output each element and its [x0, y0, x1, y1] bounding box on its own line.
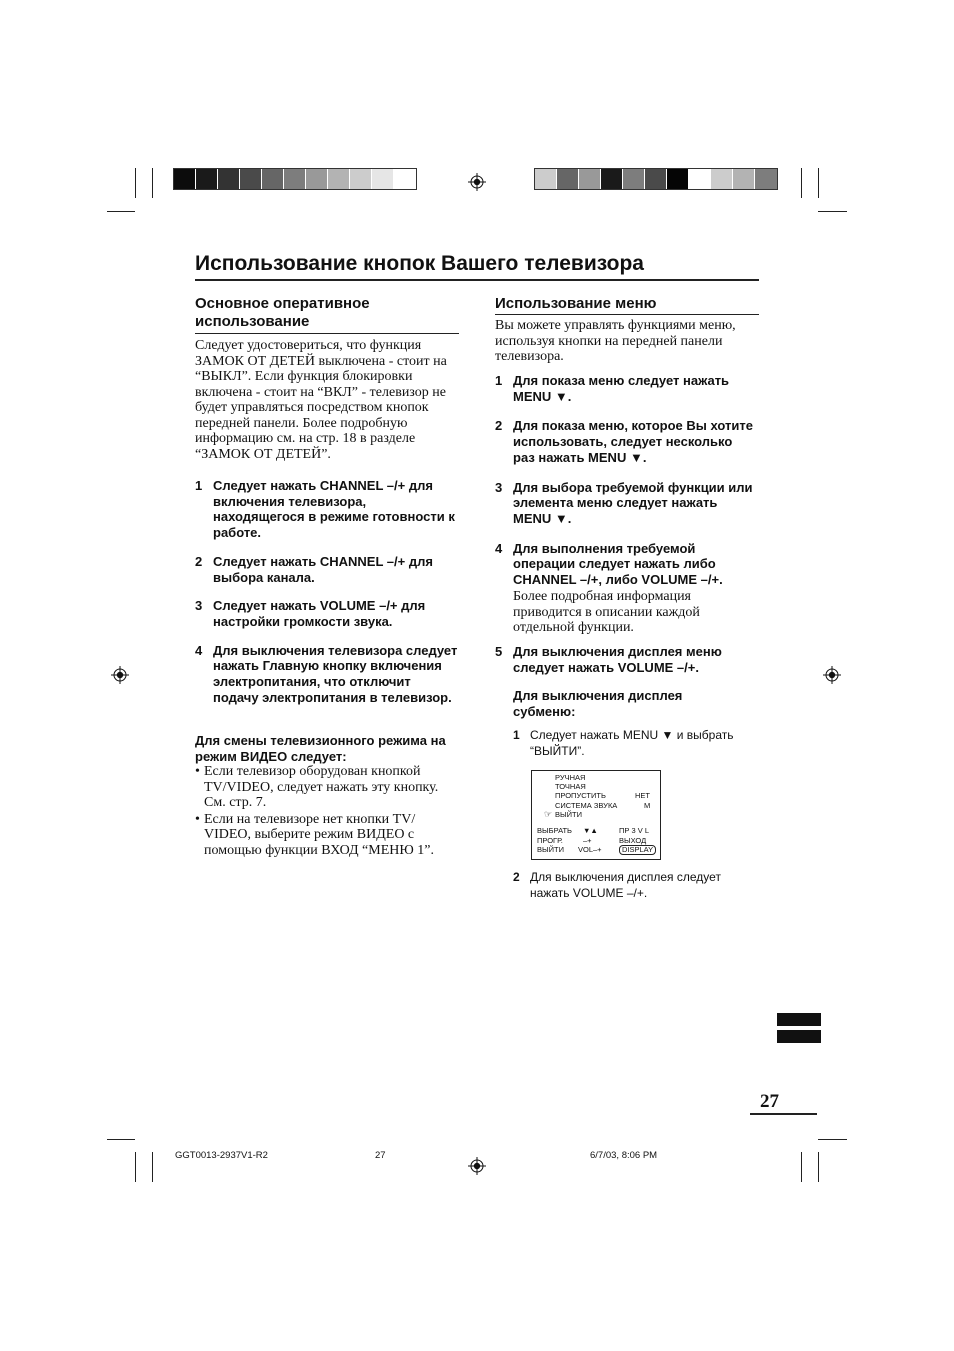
osd-value: M: [644, 801, 651, 810]
crop-mark: [818, 168, 819, 198]
crop-mark: [801, 1152, 802, 1182]
calibration-swatch: [733, 169, 755, 189]
osd-value: НЕТ: [635, 791, 650, 800]
osd-guide: ВЫХОД: [619, 836, 647, 845]
step4-note: Более подробная информация приводится в описании каждой отдельной функции.: [513, 589, 700, 635]
step-text: Для выбора требуемой функции или элемента меню следует нажать MENU ▼.: [513, 479, 753, 526]
language-tab: [777, 1030, 821, 1043]
calibration-swatch: [557, 169, 579, 189]
left-step: [195, 554, 459, 585]
page-number-rule: [750, 1113, 817, 1115]
step-text: Для показа меню, которое Вы хотите использовать, следует несколько раз нажать MENU ▼.: [513, 418, 753, 465]
right-intro: Вы можете управлять функциями меню, используя кнопки на передней панели телевизора.: [495, 318, 736, 364]
calibration-swatch: [394, 169, 416, 189]
calibration-swatch: [601, 169, 623, 189]
step-text: Для показа меню следует нажать MENU ▼.: [513, 373, 730, 404]
calibration-swatch: [667, 169, 689, 189]
calibration-swatch: [240, 169, 262, 189]
step-number: 1: [195, 478, 203, 493]
step-text: Следует нажать CHANNEL –/+ для включения телевизора, находящегося в режиме готовности к работе.: [213, 478, 455, 541]
registration-mark-icon: [468, 1157, 486, 1175]
footer-page: 27: [375, 1150, 386, 1161]
left-step: [195, 598, 459, 629]
osd-guide: ВЫБРАТЬ: [537, 826, 572, 835]
calibration-swatch: [218, 169, 240, 189]
step-text: Следует нажать CHANNEL –/+ для выбора канала.: [213, 553, 433, 585]
calibration-swatch: [645, 169, 667, 189]
calibration-swatch: [755, 169, 777, 189]
calibration-swatch: [372, 169, 394, 189]
calibration-swatch: [350, 169, 372, 189]
submenu-heading: Для выключения дисплея субменю:: [513, 688, 683, 719]
calibration-swatch: [689, 169, 711, 189]
step-number: 4: [195, 642, 203, 658]
page-title: Использование кнопок Вашего телевизора: [195, 252, 644, 275]
calibration-swatch: [306, 169, 328, 189]
registration-mark-icon: [468, 173, 486, 191]
step-text: Следует нажать MENU ▼ и выбрать “ВЫЙТИ”.: [530, 728, 734, 758]
left-heading-rule: [195, 333, 459, 334]
crop-mark: [107, 1139, 135, 1140]
step-number: 2: [513, 870, 520, 884]
osd-screen: [531, 770, 661, 860]
osd-item: ТОЧНАЯ: [555, 782, 586, 791]
crop-mark: [135, 1152, 136, 1182]
left-calibration-bar: [173, 168, 417, 190]
right-heading: Использование меню: [495, 295, 657, 312]
osd-item: СИСТЕМА ЗВУКА: [555, 801, 618, 810]
right-steps: [495, 373, 757, 588]
right-step: [495, 373, 757, 404]
calibration-swatch: [196, 169, 218, 189]
left-heading: Основное оперативное использование: [195, 295, 370, 330]
step-number: 3: [195, 598, 203, 614]
video-heading: Для смены телевизионного режима на режим ВИДЕО следует:: [195, 733, 446, 764]
crop-mark: [818, 1139, 847, 1140]
crop-mark: [135, 168, 136, 198]
step-number: 2: [195, 553, 203, 569]
step-text: Для выключения телевизора следует нажать Главную кнопку включения электропитания, что отключит подачу электропитания в телевизор.: [213, 642, 458, 705]
right-heading-rule: [495, 314, 759, 315]
calibration-swatch: [535, 169, 557, 189]
step-number: 1: [513, 728, 520, 742]
title-rule: [195, 279, 759, 281]
step-number: 3: [495, 479, 503, 495]
crop-mark: [818, 1152, 819, 1182]
osd-guide: ▼▲: [583, 826, 598, 835]
crop-mark: [152, 1152, 153, 1182]
right-calibration-bar: [534, 168, 778, 190]
footer-code: GGT0013-2937V1-R2: [175, 1150, 268, 1161]
calibration-swatch: [284, 169, 306, 189]
osd-item: ВЫЙТИ: [555, 810, 583, 819]
crop-mark: [818, 211, 847, 212]
crop-mark: [107, 211, 135, 212]
osd-guide: ВЫЙТИ: [537, 845, 565, 854]
calibration-swatch: [174, 169, 196, 189]
right-step: [495, 418, 757, 465]
crop-mark: [801, 168, 802, 198]
calibration-swatch: [262, 169, 284, 189]
right-step: [495, 480, 757, 527]
calibration-swatch: [328, 169, 350, 189]
bullet-item: • Если на телевизоре нет кнопки TV/ VIDEO, выберите режим ВИДЕО с помощью функции ВХОД “МЕНЮ 1”.: [195, 812, 457, 859]
sub-step-1: [513, 728, 753, 759]
calibration-swatch: [579, 169, 601, 189]
bullet-item: • Если телевизор оборудован кнопкой TV/VIDEO, следует нажать эту кнопку. См. стр. 7.: [195, 764, 457, 811]
left-step: [195, 478, 459, 541]
osd-guide: VOL–+: [578, 845, 602, 854]
footer-date: 6/7/03, 8:06 PM: [590, 1150, 658, 1161]
osd-cursor-icon: ☞: [544, 809, 553, 819]
page-number: 27: [760, 1091, 779, 1112]
left-intro: Следует удостовериться, что функция ЗАМОК ОТ ДЕТЕЙ выключена - стоит на “ВЫКЛ”. Если функция блокировки включена - стоит на “ВКЛ” - телевизор не будет управляться посредством кнопок передней панели. Более подробную информацию см. на стр. 18 в разделе “ЗАМОК ОТ ДЕТЕЙ”.: [195, 338, 447, 462]
crop-mark: [152, 168, 153, 198]
osd-item: РУЧНАЯ: [555, 773, 586, 782]
osd-item: ПРОПУСТИТЬ: [555, 791, 606, 800]
sub-step-2: [513, 870, 753, 901]
osd-guide: ПРОГР.: [537, 836, 563, 845]
bullet-text: Если на телевизоре нет кнопки TV/ VIDEO, выберите режим ВИДЕО с помощью функции ВХОД “МЕНЮ 1”.: [204, 811, 434, 858]
step-number: 4: [495, 540, 503, 556]
right-step-5: [495, 644, 757, 675]
left-steps: [195, 478, 459, 705]
bullet-text: Если телевизор оборудован кнопкой TV/VIDEO, следует нажать эту кнопку. См. стр. 7.: [204, 764, 439, 810]
video-bullets: [195, 764, 457, 858]
calibration-swatch: [623, 169, 645, 189]
osd-guide: ПР 3 V L: [619, 826, 649, 835]
registration-mark-icon: [823, 666, 841, 684]
calibration-swatch: [711, 169, 733, 189]
osd-display-label: DISPLAY: [619, 845, 656, 855]
step-number: 2: [495, 418, 503, 434]
language-tab: [777, 1013, 821, 1026]
step-number: 5: [495, 644, 503, 659]
step-text: Следует нажать VOLUME –/+ для настройки громкости звука.: [213, 598, 426, 629]
osd-guide: –+: [583, 836, 592, 845]
step-number: 1: [495, 373, 503, 388]
registration-mark-icon: [111, 666, 129, 684]
right-step: [495, 541, 757, 588]
step-text: Для выключения дисплея следует нажать VOLUME –/+.: [530, 870, 721, 900]
step-text: Для выключения дисплея меню следует нажать VOLUME –/+.: [513, 644, 722, 675]
left-step: [195, 643, 459, 706]
step-text: Для выполнения требуемой операции следует нажать либо CHANNEL –/+, либо VOLUME –/+.: [513, 540, 723, 588]
